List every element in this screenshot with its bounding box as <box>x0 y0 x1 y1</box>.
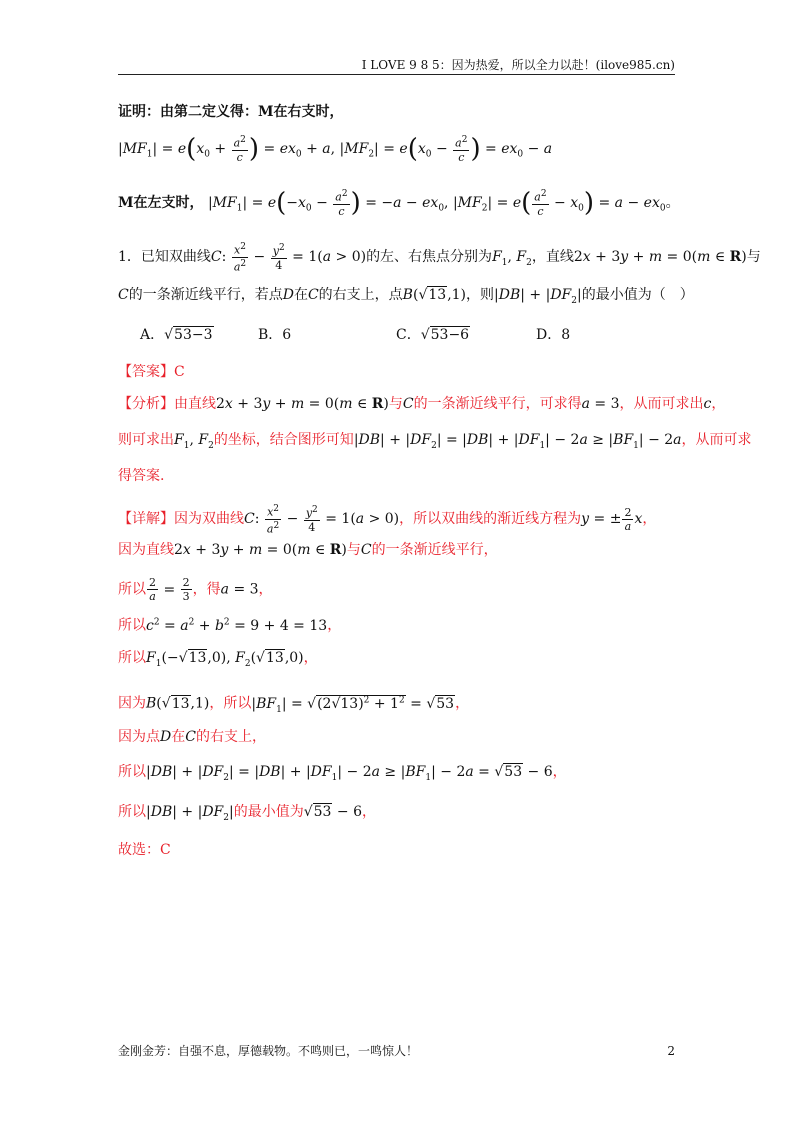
problem-text: 的最小值为（ ） <box>581 287 694 303</box>
detail-text: 因为 <box>118 695 146 712</box>
page-header: I LOVE 9 8 5：因为热爱，所以全力以赴！(ilove985.cn) <box>118 58 675 75</box>
option-c: C．√53−6 <box>396 327 470 343</box>
problem-text: 在 <box>293 287 308 303</box>
detail-text: 因为点 <box>118 729 160 745</box>
detail-text: 所以 <box>118 617 146 634</box>
problem-text: 与 <box>746 249 761 266</box>
detail-line-6: 因为B(√13,1)，所以$|BF_1| = √(2√13)^2 + 1^2 = √53$， <box>118 695 470 715</box>
detail-text: 所以 <box>118 804 146 820</box>
problem-text: ，直线 <box>531 249 574 266</box>
problem-text: 的右支上，点 <box>318 287 403 303</box>
analysis-text: ，从而可求出 <box>619 396 704 412</box>
option-label: A． <box>140 327 165 343</box>
detail-tag: 【详解】 <box>118 511 174 528</box>
problem-line-1: 1．已知双曲线C: $\frac{x^2}{a^2}$ − $\frac{y^2}{4}$ = 1(a > 0)的左、右焦点分别为$F_1$, $F_2$，直线2x + 3y + m = 0(m ∈ R)与 <box>118 242 761 274</box>
option-value: 6 <box>282 327 292 343</box>
detail-text: 所以 <box>118 581 146 598</box>
option-value: 53−3 <box>174 327 213 343</box>
detail-text: ，得 <box>192 581 221 598</box>
problem-text: 的左、右焦点分别为 <box>366 249 493 266</box>
detail-line-7: 因为点D在C的右支上， <box>118 729 266 745</box>
page-number: 2 <box>667 1044 675 1058</box>
problem-text: ，则 <box>466 287 495 303</box>
proof-right-formula: $|MF_1| = e(x_0$ + $\frac{a^2}{c}$ ) = $ex_0 + a$, $|MF_2| = e(x_0$ − $\frac{a^2}{c}$ ) = $ex_0 - a$ <box>118 133 553 164</box>
analysis-text: 则可求出 <box>118 432 174 448</box>
detail-text: 所以 <box>118 764 146 780</box>
detail-text: 与 <box>346 542 361 558</box>
analysis-text: ，从而可求 <box>681 432 752 448</box>
detail-text: 所以 <box>118 650 146 666</box>
detail-line-9: 所以$|DB| + |DF_2|$的最小值为√53 − 6， <box>118 804 377 823</box>
proof-left-label: M在左支时， <box>118 194 204 211</box>
detail-text: ，所以双曲线的渐近线方程为 <box>399 511 582 528</box>
analysis-text: 的坐标，结合图形可知 <box>213 432 354 448</box>
problem-text: 的一条渐近线平行，若点 <box>128 287 283 303</box>
answer-tag: 【答案】 <box>118 364 174 380</box>
analysis-text: 由直线 <box>174 396 216 412</box>
option-d <box>536 325 570 345</box>
proof-left-branch: M在左支时， $|MF_1| = e(-x_0$ − $\frac{a^2}{c}$ ) = $-a - ex_0$, $|MF_2| = e$( $\frac{a^2}{c}$ − $x_0) = a - ex_0$。 <box>118 187 680 218</box>
detail-text: 因为双曲线 <box>174 511 244 528</box>
detail-line-2: 因为直线2x + 3y + m = 0(m ∈ R)与C的一条渐近线平行， <box>118 542 498 558</box>
problem-number: 1． <box>118 249 141 266</box>
detail-text: 在 <box>171 729 186 745</box>
option-a: A．√53−3 <box>140 327 213 343</box>
analysis-line-2: 则可求出$F_1$, $F_2$的坐标，结合图形可知$|DB| + |DF_2| = |DB| + |DF_1| - 2a \ge |BF_1| - 2a$，从而可求 <box>118 432 752 451</box>
detail-text: 的最小值为 <box>233 804 304 820</box>
problem-line-2: C的一条渐近线平行，若点D在C的右支上，点B(√13,1)，则$|DB| + |DF_2|$的最小值为（ ） <box>118 287 694 306</box>
detail-line-4: 所以$c^2 = a^2 + b^2 = 9 + 4 = 13$， <box>118 617 342 634</box>
option-label: C． <box>396 327 421 343</box>
option-b <box>258 325 291 345</box>
option-value: 53−6 <box>430 327 470 343</box>
footer-motto: 金刚金芳：自强不息，厚德载物。不鸣则已，一鸣惊人！ <box>118 1044 419 1058</box>
detail-line-5: 所以$F_1(-√13,0)$, $F_2(√13,0)$， <box>118 650 318 669</box>
analysis-text: 与 <box>388 396 403 412</box>
proof-intro: 证明：由第二定义得：M在右支时， <box>118 104 344 120</box>
detail-text: ，所以 <box>209 695 252 712</box>
problem-text: 已知双曲线 <box>140 249 211 266</box>
analysis-tag: 【分析】 <box>118 396 174 412</box>
detail-conclusion: 故选：C <box>118 842 171 858</box>
option-value: 8 <box>561 327 571 343</box>
analysis-text: 的一条渐近线平行，可求得 <box>413 396 582 412</box>
detail-line-1: 【详解】因为双曲线C: $\frac{x^2}{a^2}$ − $\frac{y^2}{4}$ = 1(a > 0)，所以双曲线的渐近线方程为y = ± $\frac{2}{a}$ x， <box>118 504 657 536</box>
option-label: D． <box>536 327 562 343</box>
analysis-line-3: 得答案. <box>118 468 165 484</box>
detail-line-3: 所以 $\frac{2}{a}$ = $\frac{2}{3}$ ，得a = 3， <box>118 576 273 603</box>
detail-line-8: 所以$|DB| + |DF_2| = |DB| + |DF_1| - 2a \ge |BF_1| - 2a = √53 - 6$， <box>118 764 567 783</box>
answer-value: C <box>174 364 185 380</box>
page-footer <box>118 1043 675 1059</box>
answer <box>118 362 185 382</box>
detail-text: 的一条渐近线平行， <box>371 542 498 558</box>
detail-text: 的右支上， <box>195 729 266 745</box>
detail-text: 因为直线 <box>118 542 174 558</box>
option-label: B． <box>258 327 283 343</box>
analysis-line-1: 【分析】由直线2x + 3y + m = 0(m ∈ R)与C的一条渐近线平行，可求得a = 3，从而可求出c， <box>118 396 726 412</box>
